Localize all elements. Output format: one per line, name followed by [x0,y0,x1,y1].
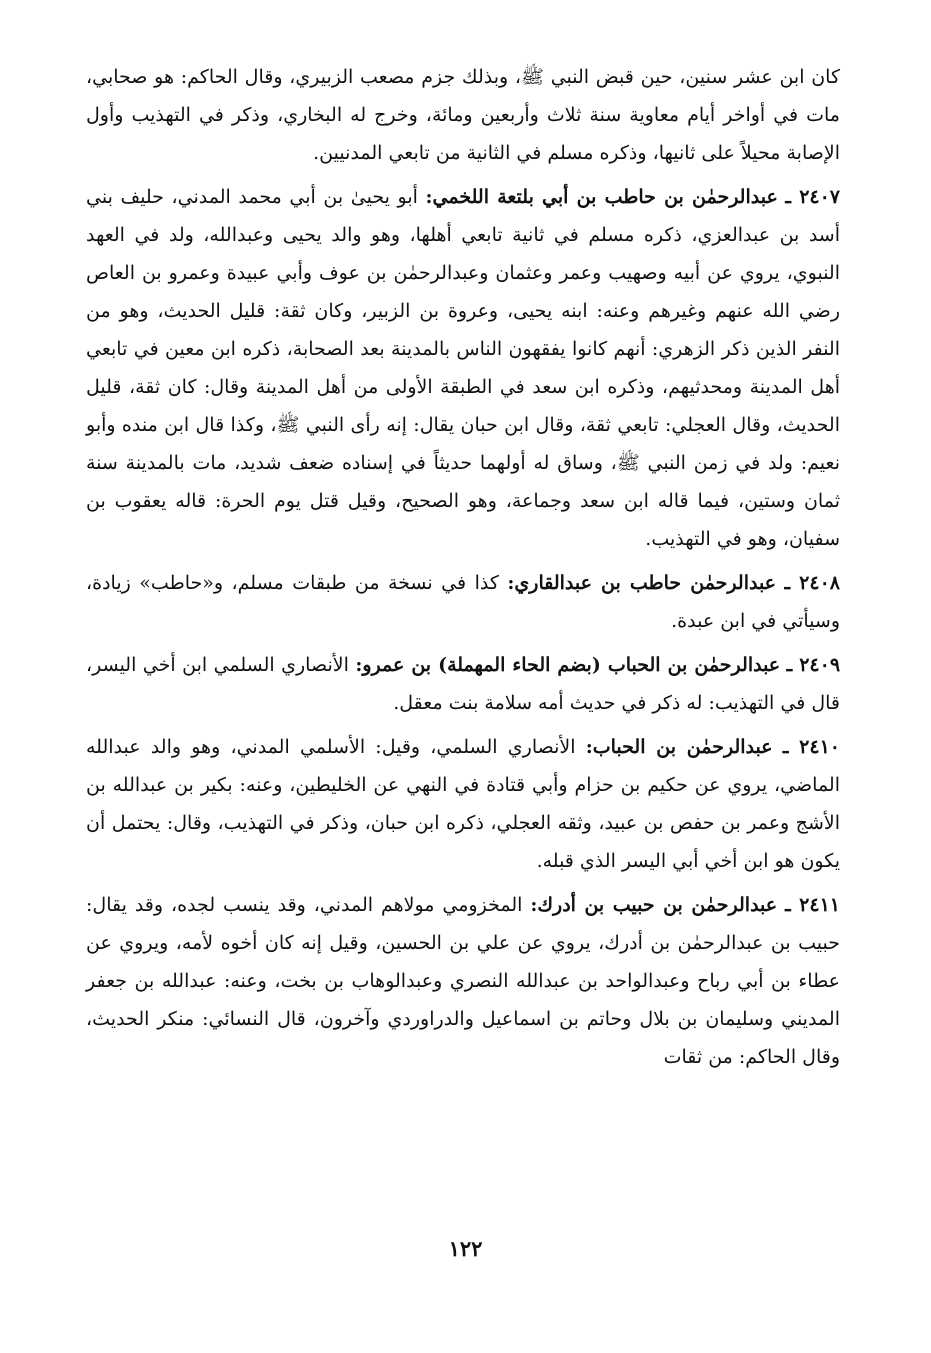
entry-text: أبو يحيىٰ بن أبي محمد المدني، حليف بني أسد بن عبدالعزي، ذكره مسلم في ثانية تابعي أهلها، وهو والد يحيى وعبدالله، ولد في العهد النبوي، يروي عن أبيه وصهيب وعمر وعثمان وعبدالرحمٰن بن عوف وأبي عبيدة وعمرو بن العاص رضي الله عنهم وغيرهم وعنه: ابنه يحيى، وعروة بن الزبير، وكان ثقة: قليل الحديث، وهو من النفر الذين ذكر الزهري: أنهم كانوا يفقهون الناس بالمدينة بعد الصحابة، ذكره ابن معين في تابعي أهل المدينة ومحدثيهم، وذكره ابن سعد في الطبقة الأولى من أهل المدينة وقال: كان ثقة، قليل الحديث، وقال العجلي: تابعي ثقة، وقال ابن حبان يقال: إنه رأى النبي ﷺ، وكذا قال ابن منده وأبو نعيم: ولد في زمن النبي ﷺ، وساق له أولهما حديثاً في إسناده ضعف شديد، مات بالمدينة سنة ثمان وستين، فيما قاله ابن سعد وجماعة، وهو الصحيح، وقيل قتل يوم الحرة: قاله يعقوب بن سفيان، وهو في التهذيب. [86,186,840,550]
entry-number: ٢٤١١ ـ [785,894,840,916]
entry-2407 [86,178,840,558]
entry-heading: عبدالرحمٰن بن الحباب: [585,736,773,758]
entry-heading: عبدالرحمٰن بن حبيب بن أدرك: [530,894,778,916]
entry-number: ٢٤١٠ ـ [782,736,840,758]
page-number: ١٢٢ [448,1236,483,1261]
entry-number: ٢٤٠٨ ـ [784,572,840,594]
entry-number: ٢٤٠٩ ـ [786,654,841,676]
entry-text: المخزومي مولاهم المدني، وقد ينسب لجده، وقد يقال: حبيب بن عبدالرحمٰن بن أدرك، يروي عن علي بن الحسين، وقيل إنه كان أخوه لأمه، ويروي عن عطاء بن أبي رباح وعبدالواحد بن عبدالله النصري وعبدالوهاب بن بخت، وعنه: عبدالله بن جعفر المديني وسليمان بن بلال وحاتم بن اسماعيل والدراوردي وآخرون، قال النسائي: منكر الحديث، وقال الحاكم: من ثقات [86,894,840,1068]
entry-2410 [86,728,840,880]
paragraph-text: كان ابن عشر سنين، حين قبض النبي ﷺ، وبذلك جزم مصعب الزبيري، وقال الحاكم: هو صحابي، مات في أواخر أيام معاوية سنة ثلاث وأربعين ومائة، وخرج له البخاري، وذكر في التهذيب وأول الإصابة محيلاً على ثانيها، وذكره مسلم في الثانية من تابعي المدنيين. [86,66,840,164]
entry-text: الأنصاري السلمي، وقيل: الأسلمي المدني، وهو والد عبدالله الماضي، يروي عن حكيم بن حزام وأبي قتادة في النهي عن الخليطين، وعنه: بكير بن عبدالله بن الأشج وعمر بن حفص بن عبيد، وثقه العجلي، ذكره ابن حبان، وذكر في التهذيب، وقال: يحتمل أن يكون هو ابن أخي أبي اليسر الذي قبله. [86,736,840,872]
continuation-paragraph [86,58,840,172]
entry-heading: عبدالرحمٰن بن حاطب بن أبي بلتعة اللخمي: [425,186,778,208]
entry-heading: عبدالرحمٰن حاطب بن عبدالقاري: [507,572,777,594]
entry-text: الأنصاري السلمي ابن أخي اليسر، قال في التهذيب: له ذكر في حديث أمه سلامة بنت معقل. [86,654,840,714]
entry-2409 [86,646,840,722]
entry-heading: عبدالرحمٰن بن الحباب (بضم الحاء المهملة) بن عمرو: [355,654,781,676]
entry-2408 [86,564,840,640]
page-body [86,58,840,1076]
entry-2411 [86,886,840,1076]
entry-text: كذا في نسخة من طبقات مسلم، و«حاطب» زيادة، وسيأتي في ابن عبدة. [86,572,840,632]
entry-number: ٢٤٠٧ ـ [785,186,841,208]
